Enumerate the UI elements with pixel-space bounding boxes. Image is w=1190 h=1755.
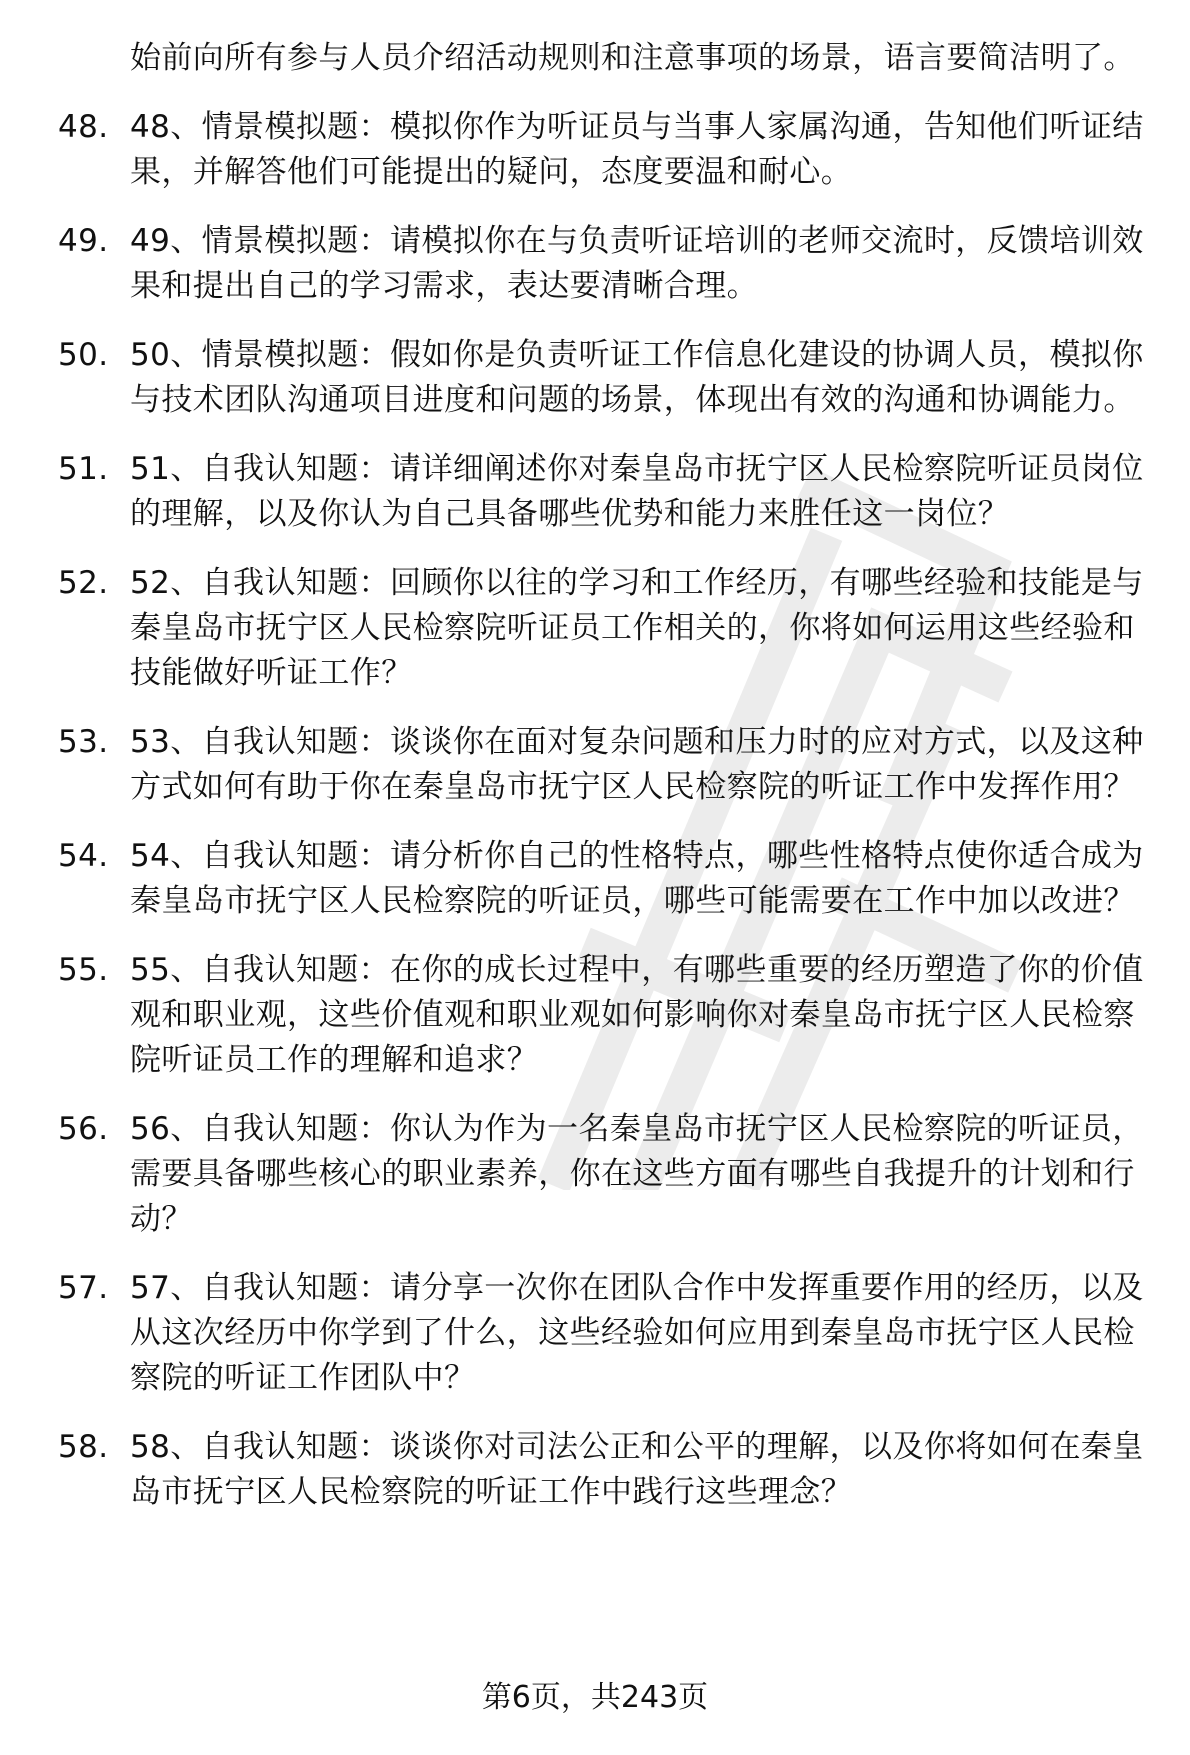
question-item xyxy=(58,105,1148,195)
question-item xyxy=(58,834,1148,924)
question-item xyxy=(58,948,1148,1083)
question-number: 55. xyxy=(58,952,109,988)
question-number: 49. xyxy=(58,223,109,259)
question-number: 57. xyxy=(58,1270,109,1306)
question-text: 54、自我认知题：请分析你自己的性格特点，哪些性格特点使你适合成为秦皇岛市抚宁区人民检察院的听证员，哪些可能需要在工作中加以改进？ xyxy=(130,838,1144,919)
question-text: 53、自我认知题：谈谈你在面对复杂问题和压力时的应对方式，以及这种方式如何有助于你在秦皇岛市抚宁区人民检察院的听证工作中发挥作用？ xyxy=(130,724,1144,805)
document-body xyxy=(58,36,1148,1515)
question-item xyxy=(58,1266,1148,1401)
question-text: 52、自我认知题：回顾你以往的学习和工作经历，有哪些经验和技能是与秦皇岛市抚宁区人民检察院听证员工作相关的，你将如何运用这些经验和技能做好听证工作？ xyxy=(130,565,1144,691)
continued-paragraph: 始前向所有参与人员介绍活动规则和注意事项的场景，语言要简洁明了。 xyxy=(130,40,1135,76)
question-text: 56、自我认知题：你认为作为一名秦皇岛市抚宁区人民检察院的听证员，需要具备哪些核心的职业素养，你在这些方面有哪些自我提升的计划和行动？ xyxy=(130,1111,1144,1237)
question-text: 55、自我认知题：在你的成长过程中，有哪些重要的经历塑造了你的价值观和职业观，这些价值观和职业观如何影响你对秦皇岛市抚宁区人民检察院听证员工作的理解和追求？ xyxy=(130,952,1144,1078)
question-text: 49、情景模拟题：请模拟你在与负责听证培训的老师交流时，反馈培训效果和提出自己的学习需求，表达要清晰合理。 xyxy=(130,223,1144,304)
question-number: 52. xyxy=(58,565,109,601)
question-text: 48、情景模拟题：模拟你作为听证员与当事人家属沟通，告知他们听证结果，并解答他们可能提出的疑问，态度要温和耐心。 xyxy=(130,109,1144,190)
question-number: 58. xyxy=(58,1429,109,1465)
question-list xyxy=(58,105,1148,1515)
question-text: 57、自我认知题：请分享一次你在团队合作中发挥重要作用的经历，以及从这次经历中你学到了什么，这些经验如何应用到秦皇岛市抚宁区人民检察院的听证工作团队中？ xyxy=(130,1270,1144,1396)
question-number: 54. xyxy=(58,838,109,874)
question-item xyxy=(58,561,1148,696)
question-number: 56. xyxy=(58,1111,109,1147)
question-text: 50、情景模拟题：假如你是负责听证工作信息化建设的协调人员，模拟你与技术团队沟通项目进度和问题的场景，体现出有效的沟通和协调能力。 xyxy=(130,337,1144,418)
question-item xyxy=(58,720,1148,810)
question-text: 58、自我认知题：谈谈你对司法公正和公平的理解，以及你将如何在秦皇岛市抚宁区人民检察院的听证工作中践行这些理念？ xyxy=(130,1429,1144,1510)
question-number: 48. xyxy=(58,109,109,145)
question-item xyxy=(58,1107,1148,1242)
question-item xyxy=(58,219,1148,309)
question-item xyxy=(58,1425,1148,1515)
question-text: 51、自我认知题：请详细阐述你对秦皇岛市抚宁区人民检察院听证员岗位的理解，以及你认为自己具备哪些优势和能力来胜任这一岗位？ xyxy=(130,451,1144,532)
question-number: 51. xyxy=(58,451,109,487)
question-number: 50. xyxy=(58,337,109,373)
page-footer: 第6页，共243页 xyxy=(481,1680,709,1715)
question-item xyxy=(58,447,1148,537)
question-number: 53. xyxy=(58,724,109,760)
question-item xyxy=(58,333,1148,423)
